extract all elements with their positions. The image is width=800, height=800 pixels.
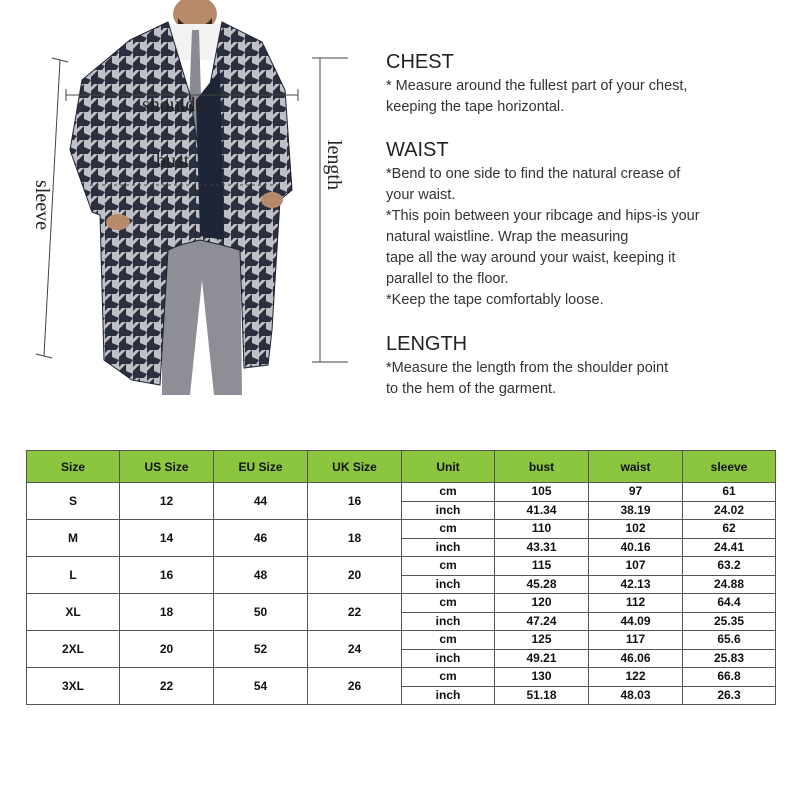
chest-line: keeping the tape horizontal. (386, 99, 565, 115)
waist-line: parallel to the floor. (386, 271, 509, 287)
bust-cell: 105 (495, 483, 589, 502)
us-size-cell: 18 (120, 594, 214, 631)
sleeve-cell: 64.4 (683, 594, 776, 613)
waist-line: *Bend to one side to find the natural crease of (386, 166, 681, 182)
waist-cell: 122 (589, 668, 683, 687)
header-bust: bust (495, 451, 589, 483)
unit-cell: cm (402, 594, 495, 613)
waist-line: tape all the way around your waist, keeping it (386, 250, 676, 266)
eu-size-cell: 48 (214, 557, 308, 594)
unit-cell: cm (402, 483, 495, 502)
bust-cell: 45.28 (495, 575, 589, 594)
unit-cell: inch (402, 612, 495, 631)
shoulder-label: shoulder (142, 94, 211, 116)
waist-cell: 112 (589, 594, 683, 613)
waist-title: WAIST (386, 139, 449, 161)
unit-cell: inch (402, 649, 495, 668)
sleeve-cell: 26.3 (683, 686, 776, 705)
size-cell: XL (27, 594, 120, 631)
coat-illustration (0, 0, 370, 410)
uk-size-cell: 22 (308, 594, 402, 631)
bust-cell: 125 (495, 631, 589, 650)
bust-cell: 110 (495, 520, 589, 539)
size-cell: S (27, 483, 120, 520)
us-size-cell: 20 (120, 631, 214, 668)
sleeve-cell: 63.2 (683, 557, 776, 576)
sleeve-cell: 25.83 (683, 649, 776, 668)
uk-size-cell: 20 (308, 557, 402, 594)
size-chart-table (26, 450, 776, 705)
sleeve-cell: 62 (683, 520, 776, 539)
table-row (27, 594, 776, 613)
table-header-row (27, 451, 776, 483)
size-table-body (27, 483, 776, 705)
chest-title: CHEST (386, 51, 454, 73)
eu-size-cell: 50 (214, 594, 308, 631)
bust-cell: 49.21 (495, 649, 589, 668)
us-size-cell: 14 (120, 520, 214, 557)
waist-cell: 42.13 (589, 575, 683, 594)
uk-size-cell: 24 (308, 631, 402, 668)
waist-line: *Keep the tape comfortably loose. (386, 292, 604, 308)
waist-line: *This poin between your ribcage and hips-is your (386, 208, 700, 224)
table-row (27, 557, 776, 576)
bust-cell: 115 (495, 557, 589, 576)
size-cell: L (27, 557, 120, 594)
waist-cell: 102 (589, 520, 683, 539)
us-size-cell: 16 (120, 557, 214, 594)
eu-size-cell: 44 (214, 483, 308, 520)
sleeve-cell: 25.35 (683, 612, 776, 631)
uk-size-cell: 16 (308, 483, 402, 520)
size-cell: M (27, 520, 120, 557)
length-section (386, 332, 668, 400)
waist-cell: 44.09 (589, 612, 683, 631)
chest-section (386, 50, 687, 118)
waist-cell: 117 (589, 631, 683, 650)
bust-cell: 41.34 (495, 501, 589, 520)
length-title: LENGTH (386, 333, 468, 355)
us-size-cell: 22 (120, 668, 214, 705)
sleeve-cell: 61 (683, 483, 776, 502)
table-row (27, 668, 776, 687)
length-label: length (323, 140, 345, 190)
header-sleeve: sleeve (683, 451, 776, 483)
waist-cell: 38.19 (589, 501, 683, 520)
bust-cell: 47.24 (495, 612, 589, 631)
length-line: to the hem of the garment. (386, 381, 557, 397)
chest-line: * Measure around the fullest part of your chest, (386, 78, 688, 94)
waist-cell: 40.16 (589, 538, 683, 557)
unit-cell: cm (402, 631, 495, 650)
eu-size-cell: 52 (214, 631, 308, 668)
waist-cell: 48.03 (589, 686, 683, 705)
size-cell: 2XL (27, 631, 120, 668)
eu-size-cell: 54 (214, 668, 308, 705)
unit-cell: inch (402, 501, 495, 520)
unit-cell: cm (402, 668, 495, 687)
header-waist: waist (589, 451, 683, 483)
waist-section (386, 138, 700, 311)
size-cell: 3XL (27, 668, 120, 705)
waist-cell: 46.06 (589, 649, 683, 668)
sleeve-cell: 24.02 (683, 501, 776, 520)
sleeve-label: sleeve (31, 180, 53, 230)
header-size: Size (27, 451, 120, 483)
table-row (27, 631, 776, 650)
uk-size-cell: 18 (308, 520, 402, 557)
header-eu-size: EU Size (214, 451, 308, 483)
bust-cell: 51.18 (495, 686, 589, 705)
eu-size-cell: 46 (214, 520, 308, 557)
unit-cell: cm (402, 557, 495, 576)
sleeve-cell: 24.41 (683, 538, 776, 557)
us-size-cell: 12 (120, 483, 214, 520)
header-uk-size: UK Size (308, 451, 402, 483)
bust-cell: 43.31 (495, 538, 589, 557)
coat-measurement-figure (0, 0, 370, 410)
unit-cell: inch (402, 686, 495, 705)
waist-cell: 97 (589, 483, 683, 502)
unit-cell: cm (402, 520, 495, 539)
sleeve-cell: 66.8 (683, 668, 776, 687)
waist-line: your waist. (386, 187, 456, 203)
table-row (27, 483, 776, 502)
sleeve-cell: 65.6 (683, 631, 776, 650)
header-unit: Unit (402, 451, 495, 483)
bust-label: bust (156, 150, 190, 172)
bust-cell: 120 (495, 594, 589, 613)
header-us-size: US Size (120, 451, 214, 483)
sleeve-cell: 24.88 (683, 575, 776, 594)
bust-cell: 130 (495, 668, 589, 687)
unit-cell: inch (402, 575, 495, 594)
table-row (27, 520, 776, 539)
uk-size-cell: 26 (308, 668, 402, 705)
unit-cell: inch (402, 538, 495, 557)
waist-line: natural waistline. Wrap the measuring (386, 229, 629, 245)
waist-cell: 107 (589, 557, 683, 576)
length-line: *Measure the length from the shoulder point (386, 360, 669, 376)
